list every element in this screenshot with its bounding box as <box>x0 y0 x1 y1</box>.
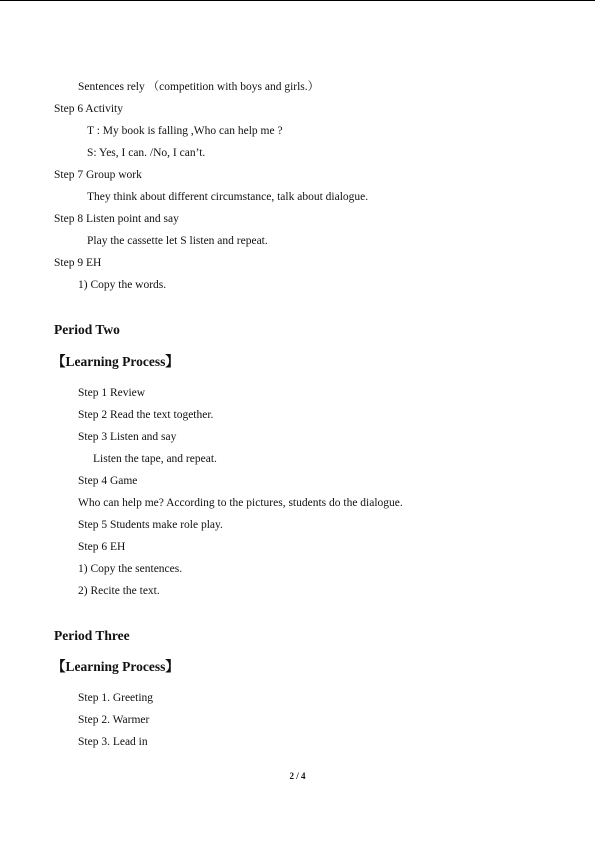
step7-detail: They think about different circumstance, talk about dialogue. <box>87 191 369 203</box>
step6-teacher-line: T : My book is falling ,Who can help me ? <box>87 125 283 137</box>
p2-step1: Step 1 Review <box>78 387 146 399</box>
p2-step3: Step 3 Listen and say <box>78 431 177 443</box>
period-three-process-heading: 【Learning Process】 <box>52 659 179 674</box>
p2-step5: Step 5 Students make role play. <box>78 519 223 531</box>
p2-step4-detail: Who can help me? According to the pictures, students do the dialogue. <box>78 497 403 509</box>
p2-step2: Step 2 Read the text together. <box>78 409 214 421</box>
p3-step3: Step 3. Lead in <box>78 736 148 748</box>
step8-detail: Play the cassette let S listen and repeat. <box>87 235 268 247</box>
sentences-relay-line: Sentences rely （competition with boys and girls.） <box>78 81 320 93</box>
p2-step6: Step 6 EH <box>78 541 126 553</box>
period-three-heading: Period Three <box>54 628 130 643</box>
p2-step3-detail: Listen the tape, and repeat. <box>93 453 217 465</box>
step9-item-1: 1) Copy the words. <box>78 279 167 291</box>
p2-step4: Step 4 Game <box>78 475 138 487</box>
period-two-process-heading: 【Learning Process】 <box>52 354 179 369</box>
step9-eh-title: Step 9 EH <box>54 257 102 269</box>
page-number: 2 / 4 <box>289 771 306 781</box>
p3-step2: Step 2. Warmer <box>78 714 150 726</box>
p2-step6-item2: 2) Recite the text. <box>78 585 160 597</box>
period-two-heading: Period Two <box>54 322 120 337</box>
header-rule <box>0 0 595 1</box>
step6-activity-title: Step 6 Activity <box>54 103 123 115</box>
p2-step6-item1: 1) Copy the sentences. <box>78 563 183 575</box>
step8-title: Step 8 Listen point and say <box>54 213 179 225</box>
p3-step1: Step 1. Greeting <box>78 692 154 704</box>
step7-group-work-title: Step 7 Group work <box>54 169 142 181</box>
step6-student-line: S: Yes, I can. /No, I can’t. <box>87 147 206 159</box>
